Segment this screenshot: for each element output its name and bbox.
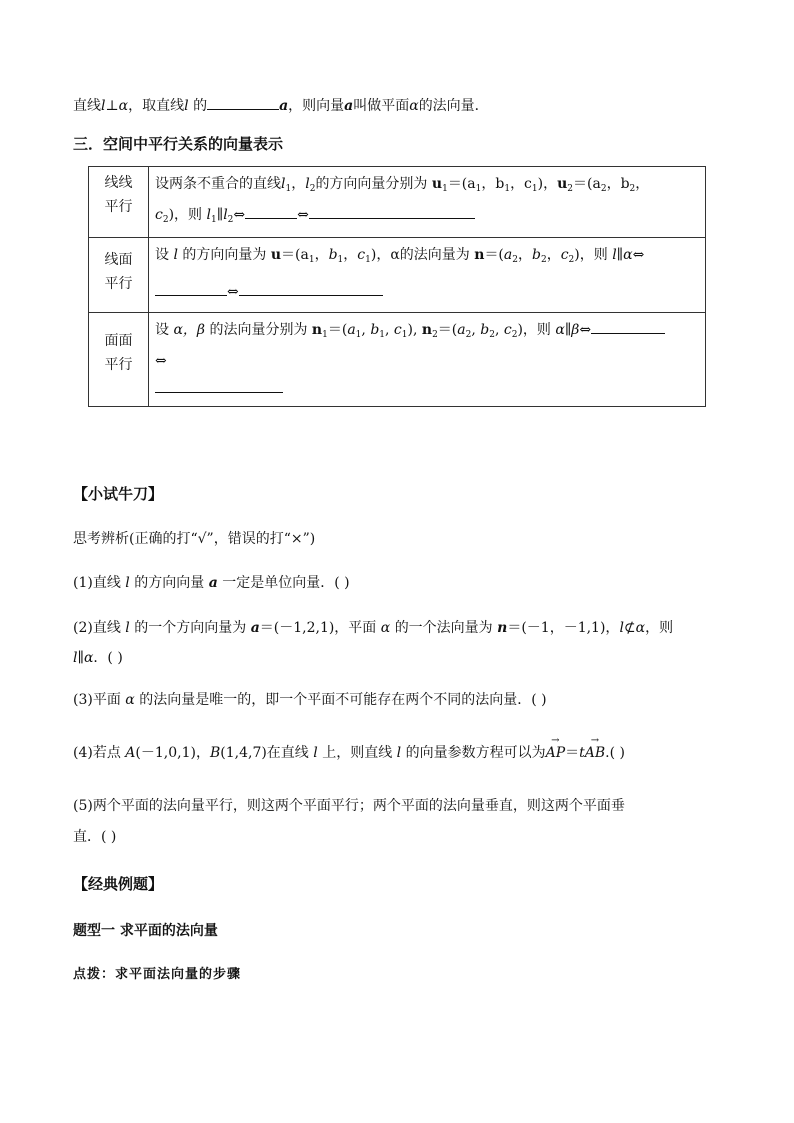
text: ＝(－1，－1,1)， xyxy=(507,620,620,636)
text: 的一个法向量为 xyxy=(394,620,493,636)
text: ，b xyxy=(606,176,630,192)
answer-blank[interactable] xyxy=(207,95,279,110)
relation: l∥α⇔ xyxy=(612,247,645,263)
content-line: $c_2$)，则 $l_1\parallel l_2\Leftrightarrow$ ⇔ xyxy=(155,202,699,233)
question-2-cont: l∥α．( ) xyxy=(73,650,123,666)
section-title: 三．空间中平行关系的向量表示 xyxy=(73,135,284,153)
question-4: (4)若点 A(－1,0,1)，B(1,4,7)在直线 l 上，则直线 l 的向量参数方程可以为→ AP＝t→ AB.( ) xyxy=(73,738,625,768)
iff-symbol: ⇔ xyxy=(233,207,246,223)
content-line: 设 α，β 的法向量分别为 $n_1=(a_1$, $b_1$, $c_1$), $n_2=(a_2$, $b_2$, $c_2$)，则 α∥β⇔ xyxy=(155,317,699,348)
instructions: 思考辨析(正确的打“√”，错误的打“×”) xyxy=(73,531,316,547)
text: 的法向量是唯一的，即一个平面不可能存在两个不同的法向量．( ) xyxy=(139,692,547,708)
question-5-cont: 直．( ) xyxy=(73,829,117,845)
section-title: 【经典例题】 xyxy=(73,875,164,893)
vector-ab: → AB xyxy=(585,738,605,768)
question-5: (5)两个平面的法向量平行，则这两个平面平行；两个平面的法向量垂直，则这两个平面垂 xyxy=(73,798,625,814)
text: 设 xyxy=(155,322,169,338)
vector-u1: u xyxy=(431,176,443,192)
text: ＝(a xyxy=(573,176,601,192)
vector-n1: n xyxy=(311,322,323,338)
text: 的向量参数方程可以为 xyxy=(405,745,546,761)
row-content xyxy=(149,313,706,407)
vector-a: a xyxy=(279,98,289,114)
row-content xyxy=(149,167,706,238)
text: 设 xyxy=(155,247,169,263)
var-alpha: α xyxy=(118,98,129,114)
parallel-relations-table xyxy=(88,166,706,407)
vector-n: n xyxy=(474,247,485,263)
text: c xyxy=(155,207,163,223)
answer-blank[interactable] xyxy=(309,204,475,219)
answer-blank[interactable] xyxy=(155,378,283,393)
content-line: 设两条不重合的直线$l_1$，$l_2$的方向向量分别为 $u_1=(a_1$，$b_1$，$c_1$)，$u_2=(a_2$，$b_2$， xyxy=(155,176,650,194)
text: ，则 xyxy=(645,620,674,636)
content-line xyxy=(155,348,699,374)
label-top: 面面 xyxy=(104,333,133,349)
section-title: 【小试牛刀】 xyxy=(73,485,164,503)
text: 叫做平面 xyxy=(353,98,410,114)
label-bottom: 平行 xyxy=(104,199,133,215)
row-label xyxy=(89,167,149,238)
iff-symbol: ⇔ xyxy=(297,207,309,223)
text: (3)平面 xyxy=(73,692,121,708)
text: ＝(－1,2,1)，平面 xyxy=(259,620,377,636)
text: ，则 xyxy=(579,247,608,263)
text: (－1,0,1)， xyxy=(135,745,210,761)
text: (1,4,7)在直线 xyxy=(220,745,309,761)
text: .( ) xyxy=(605,745,625,761)
label-bottom: 平行 xyxy=(104,357,133,373)
text: ，则向量 xyxy=(288,98,345,114)
text: 的法向量． xyxy=(418,98,489,114)
intro-line xyxy=(73,95,489,115)
text: ．( ) xyxy=(93,650,123,666)
text: 的法向量分别为 xyxy=(209,322,308,338)
answer-blank[interactable] xyxy=(155,281,227,296)
content-line xyxy=(155,279,699,305)
text: 的一个方向向量为 xyxy=(134,620,247,636)
text: ＝(a xyxy=(447,176,476,192)
answer-blank[interactable] xyxy=(245,204,297,219)
question-1: (1)直线 l 的方向向量 a 一定是单位向量．( ) xyxy=(73,575,350,591)
vector-u2: u xyxy=(557,176,568,192)
tip-label: 点拨：求平面法向量的步骤 xyxy=(73,967,242,982)
vector-u: u xyxy=(270,247,282,263)
perp-symbol: ⊥ xyxy=(105,98,119,114)
var-l: l xyxy=(184,98,189,114)
text: )，则 xyxy=(168,207,203,223)
text: 一定是单位向量．( ) xyxy=(222,575,350,591)
var-l: l xyxy=(101,98,106,114)
text: ，α的法向量为 xyxy=(376,247,470,263)
text: (2)直线 xyxy=(73,620,121,636)
content-line xyxy=(155,376,699,402)
iff-symbol: ⇔ xyxy=(227,284,239,300)
var-l: l xyxy=(173,247,178,263)
var-alpha: α xyxy=(409,98,419,114)
answer-blank[interactable] xyxy=(591,319,665,334)
text: (1)直线 xyxy=(73,575,121,591)
vars-alpha-beta: α，β xyxy=(173,322,206,338)
parallel-symbol: ∥ xyxy=(216,207,224,223)
question-2: (2)直线 l 的一个方向向量为 a＝(－1,2,1)，平面 α 的一个法向量为 n＝(－1，－1,1)，l⊄α，则 xyxy=(73,620,674,636)
label-bottom: 平行 xyxy=(104,276,133,292)
content-line: 设 l 的方向向量为 $u=(a_1$，$b_1$，$c_1$)，α的法向量为 $n=(a_2$，$b_2$，$c_2$)，则 l∥α⇔ xyxy=(155,247,645,265)
relation: α∥β⇔ xyxy=(555,322,592,338)
question-type-title: 题型一 求平面的法向量 xyxy=(73,923,218,939)
row-label xyxy=(89,238,149,313)
text: 的 xyxy=(193,98,208,114)
text: 上，则直线 xyxy=(322,745,393,761)
label-top: 线面 xyxy=(104,252,133,268)
text: 的方向向量 xyxy=(134,575,205,591)
iff-symbol: ⇔ xyxy=(155,353,167,369)
table-row xyxy=(89,238,706,313)
vector-ap: → AP xyxy=(546,738,566,768)
text: ，取直线 xyxy=(128,98,185,114)
vector-a: a xyxy=(344,98,354,114)
text: ，b xyxy=(481,176,505,192)
label-top: 线线 xyxy=(104,175,133,191)
text: 直线 xyxy=(73,98,101,114)
text: 设两条不重合的直线 xyxy=(155,176,281,192)
text: ，c xyxy=(510,176,532,192)
table-row xyxy=(89,167,706,238)
text: 的方向向量为 xyxy=(182,247,267,263)
table-row xyxy=(89,313,706,407)
text: (4)若点 xyxy=(73,745,121,761)
text: ，则 xyxy=(522,322,551,338)
row-content xyxy=(149,238,706,313)
question-3: (3)平面 α 的法向量是唯一的，即一个平面不可能存在两个不同的法向量．( ) xyxy=(73,692,547,708)
row-label xyxy=(89,313,149,407)
text: 的方向向量分别为 xyxy=(315,176,428,192)
answer-blank[interactable] xyxy=(239,281,383,296)
text: ＝(a xyxy=(281,247,309,263)
